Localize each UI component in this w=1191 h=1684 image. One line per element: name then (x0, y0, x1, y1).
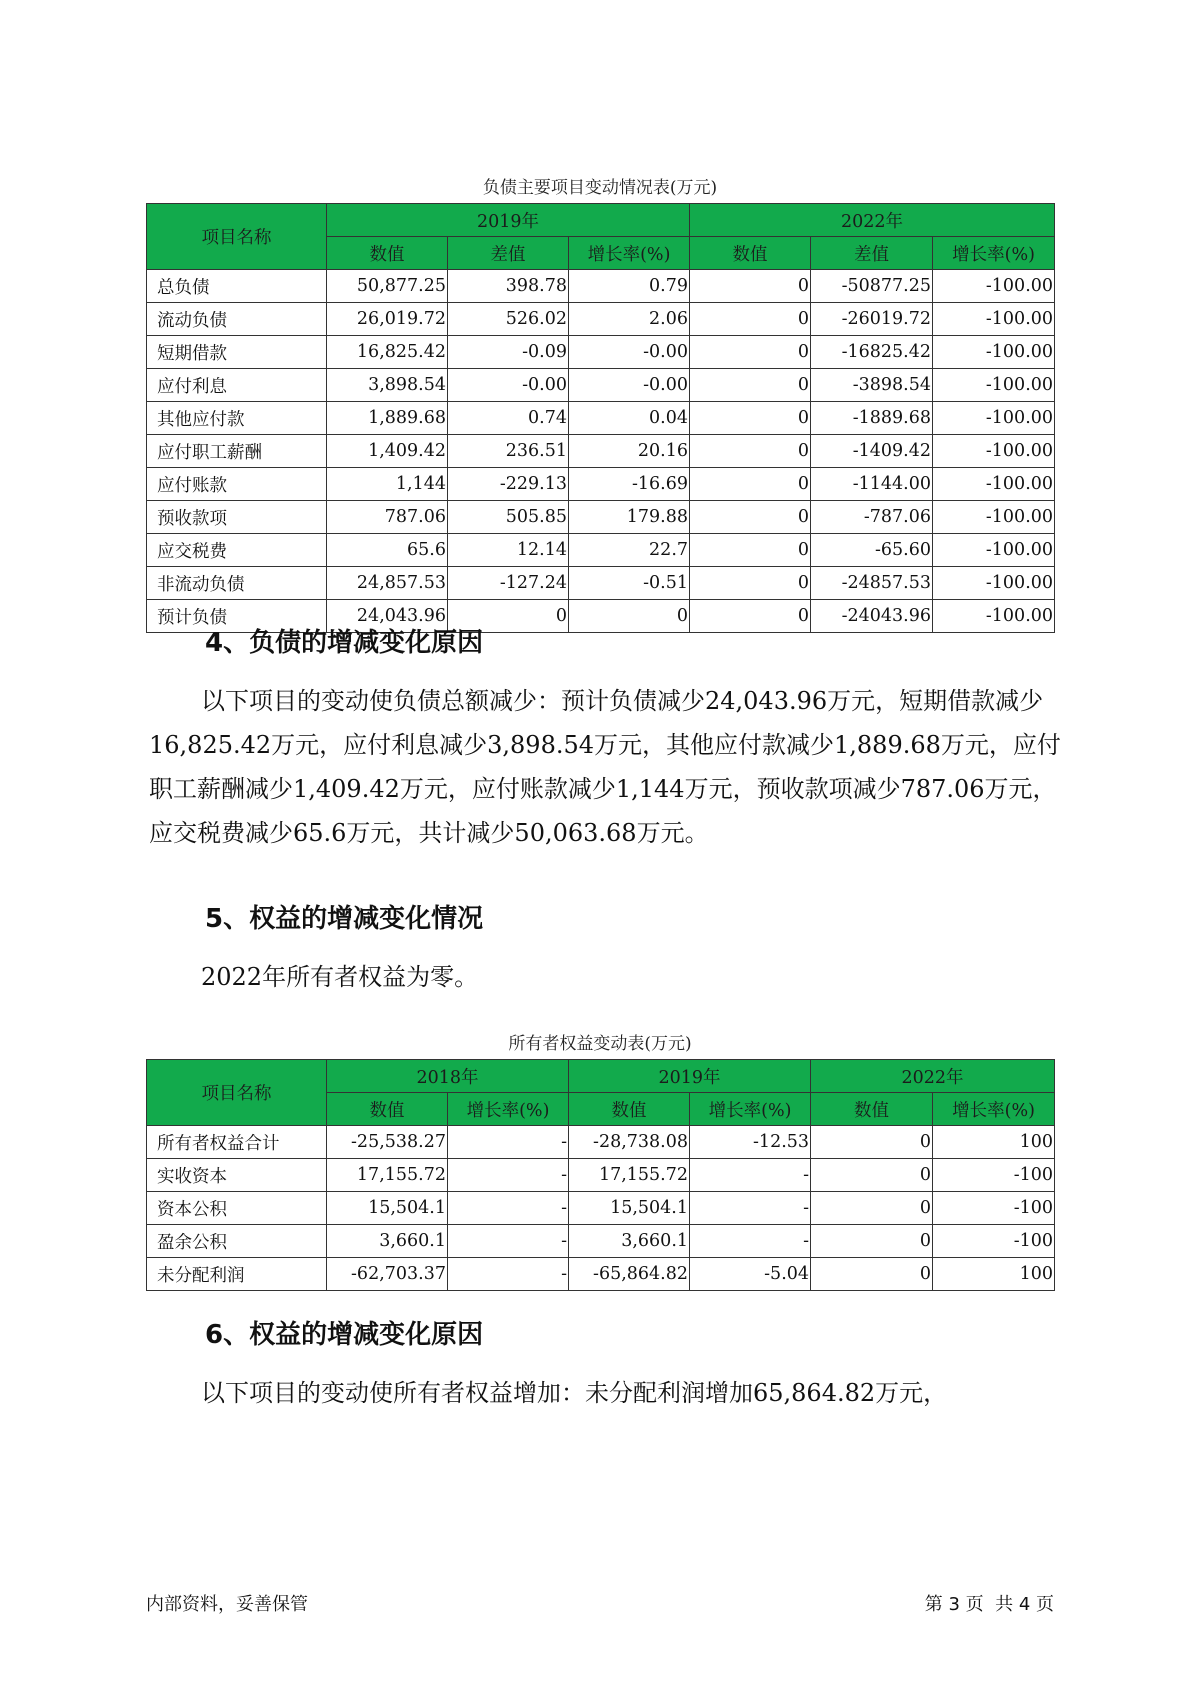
row-label: 应交税费 (147, 534, 327, 567)
row-label: 预计负债 (147, 600, 327, 633)
cell-v2: 0 (690, 501, 811, 534)
cell-v1: 1,144 (327, 468, 448, 501)
cell-d2: -65.60 (811, 534, 933, 567)
cell-v1: 24,043.96 (327, 600, 448, 633)
footer-page-number: 第 3 页 共 4 页 (924, 1594, 1054, 1615)
table-row (147, 1225, 1055, 1258)
cell-v1: 15,504.1 (327, 1192, 448, 1225)
cell-d1: -0.09 (448, 336, 569, 369)
header-diff: 差值 (811, 237, 933, 270)
cell-g2: - (690, 1225, 811, 1258)
cell-v1: 787.06 (327, 501, 448, 534)
cell-g1: -16.69 (569, 468, 690, 501)
cell-g3: 100 (933, 1126, 1055, 1159)
table-row (147, 303, 1055, 336)
cell-d1: -229.13 (448, 468, 569, 501)
table-row (147, 1159, 1055, 1192)
cell-v1: 3,898.54 (327, 369, 448, 402)
cell-d2: -1144.00 (811, 468, 933, 501)
row-label: 资本公积 (147, 1192, 327, 1225)
cell-v1: 17,155.72 (327, 1159, 448, 1192)
cell-g1: 0.79 (569, 270, 690, 303)
row-label: 实收资本 (147, 1159, 327, 1192)
cell-d1: 0.74 (448, 402, 569, 435)
row-label: 短期借款 (147, 336, 327, 369)
section-6-heading: 6、权益的增减变化原因 (205, 1320, 484, 1350)
cell-g2: -100.00 (933, 303, 1055, 336)
table-row (147, 567, 1055, 600)
cell-d1: 526.02 (448, 303, 569, 336)
cell-v1: 3,660.1 (327, 1225, 448, 1258)
header-year-2019: 2019年 (569, 1060, 811, 1093)
equity-table (146, 1059, 1055, 1291)
table-row (147, 1258, 1055, 1291)
liability-table-caption: 负债主要项目变动情况表(万元) (482, 178, 718, 198)
table-row (147, 534, 1055, 567)
header-growth: 增长率(%) (933, 237, 1055, 270)
cell-g1: 0 (569, 600, 690, 633)
header-year-2022: 2022年 (811, 1060, 1055, 1093)
header-year-2019: 2019年 (327, 204, 690, 237)
header-value: 数值 (327, 1093, 448, 1126)
row-label: 应付账款 (147, 468, 327, 501)
cell-g2: -100.00 (933, 534, 1055, 567)
row-label: 所有者权益合计 (147, 1126, 327, 1159)
cell-g2: -100.00 (933, 501, 1055, 534)
row-label: 未分配利润 (147, 1258, 327, 1291)
cell-g2: -100.00 (933, 468, 1055, 501)
cell-v2: -65,864.82 (569, 1258, 690, 1291)
cell-g2: -100.00 (933, 600, 1055, 633)
cell-v1: 50,877.25 (327, 270, 448, 303)
row-label: 预收款项 (147, 501, 327, 534)
cell-v2: 0 (690, 336, 811, 369)
cell-d1: 0 (448, 600, 569, 633)
cell-d1: 398.78 (448, 270, 569, 303)
cell-v1: 16,825.42 (327, 336, 448, 369)
cell-v3: 0 (811, 1126, 933, 1159)
cell-v1: -62,703.37 (327, 1258, 448, 1291)
cell-g1: 179.88 (569, 501, 690, 534)
cell-v1: 1,409.42 (327, 435, 448, 468)
cell-v2: 0 (690, 600, 811, 633)
cell-d2: -26019.72 (811, 303, 933, 336)
cell-d2: -1889.68 (811, 402, 933, 435)
cell-g1: - (448, 1192, 569, 1225)
cell-g3: -100 (933, 1159, 1055, 1192)
table-row (147, 270, 1055, 303)
header-growth: 增长率(%) (448, 1093, 569, 1126)
cell-g1: - (448, 1159, 569, 1192)
section-5-text: 2022年所有者权益为零。 (201, 963, 479, 991)
row-label: 非流动负债 (147, 567, 327, 600)
header-growth: 增长率(%) (569, 237, 690, 270)
cell-g1: -0.51 (569, 567, 690, 600)
cell-d1: 12.14 (448, 534, 569, 567)
cell-d1: 236.51 (448, 435, 569, 468)
row-label: 应付职工薪酬 (147, 435, 327, 468)
cell-g2: -100.00 (933, 567, 1055, 600)
cell-g1: 2.06 (569, 303, 690, 336)
cell-v3: 0 (811, 1159, 933, 1192)
cell-g1: -0.00 (569, 369, 690, 402)
footer-confidential-note: 内部资料，妥善保管 (146, 1594, 308, 1615)
cell-v2: 0 (690, 468, 811, 501)
header-growth: 增长率(%) (933, 1093, 1055, 1126)
section-5-paragraph (149, 955, 1069, 999)
cell-g2: -100.00 (933, 435, 1055, 468)
cell-v2: 0 (690, 369, 811, 402)
cell-g1: 22.7 (569, 534, 690, 567)
cell-g2: -100.00 (933, 270, 1055, 303)
section-4-heading: 4、负债的增减变化原因 (205, 628, 484, 658)
table-row (147, 336, 1055, 369)
cell-d2: -16825.42 (811, 336, 933, 369)
row-label: 流动负债 (147, 303, 327, 336)
cell-d2: -24857.53 (811, 567, 933, 600)
cell-v3: 0 (811, 1192, 933, 1225)
cell-g3: 100 (933, 1258, 1055, 1291)
table-row (147, 1126, 1055, 1159)
header-value: 数值 (327, 237, 448, 270)
cell-g2: -5.04 (690, 1258, 811, 1291)
cell-d2: -50877.25 (811, 270, 933, 303)
header-year-2018: 2018年 (327, 1060, 569, 1093)
row-label: 应付利息 (147, 369, 327, 402)
cell-v2: 3,660.1 (569, 1225, 690, 1258)
cell-g1: 20.16 (569, 435, 690, 468)
cell-g2: - (690, 1159, 811, 1192)
cell-g2: -100.00 (933, 336, 1055, 369)
cell-g2: -12.53 (690, 1126, 811, 1159)
cell-v3: 0 (811, 1225, 933, 1258)
cell-v1: 26,019.72 (327, 303, 448, 336)
section-6-paragraph (149, 1371, 1069, 1415)
liability-table (146, 203, 1055, 633)
equity-table-caption: 所有者权益变动表(万元) (508, 1034, 692, 1054)
section-6-text: 以下项目的变动使所有者权益增加：未分配利润增加65,864.82万元， (201, 1379, 948, 1407)
section-4-text: 以下项目的变动使负债总额减少：预计负债减少24,043.96万元，短期借款减少16,825.42万元，应付利息减少3,898.54万元，其他应付款减少1,889.68万元，应付职工薪酬减少1,409.42万元，应付账款减少1,144万元，预收款项减少787.06万元，应交税费减少65.6万元，共计减少50,063.68万元。 (149, 687, 1061, 847)
header-value: 数值 (690, 237, 811, 270)
cell-v2: 15,504.1 (569, 1192, 690, 1225)
row-label: 盈余公积 (147, 1225, 327, 1258)
table-row (147, 402, 1055, 435)
row-label: 总负债 (147, 270, 327, 303)
table-row (147, 1192, 1055, 1225)
cell-d1: -0.00 (448, 369, 569, 402)
cell-g2: - (690, 1192, 811, 1225)
section-5-heading: 5、权益的增减变化情况 (205, 904, 484, 934)
header-value: 数值 (811, 1093, 933, 1126)
cell-g1: - (448, 1258, 569, 1291)
header-growth: 增长率(%) (690, 1093, 811, 1126)
cell-g1: - (448, 1225, 569, 1258)
cell-d1: 505.85 (448, 501, 569, 534)
cell-d2: -787.06 (811, 501, 933, 534)
header-item-name: 项目名称 (147, 204, 327, 270)
cell-v2: 0 (690, 303, 811, 336)
cell-d1: -127.24 (448, 567, 569, 600)
cell-v2: 0 (690, 402, 811, 435)
cell-g3: -100 (933, 1225, 1055, 1258)
cell-g2: -100.00 (933, 369, 1055, 402)
section-4-paragraph (149, 679, 1069, 855)
cell-v2: 0 (690, 534, 811, 567)
header-item-name: 项目名称 (147, 1060, 327, 1126)
header-value: 数值 (569, 1093, 690, 1126)
cell-v1: -25,538.27 (327, 1126, 448, 1159)
cell-v1: 1,889.68 (327, 402, 448, 435)
cell-g2: -100.00 (933, 402, 1055, 435)
header-diff: 差值 (448, 237, 569, 270)
cell-g1: - (448, 1126, 569, 1159)
cell-d2: -3898.54 (811, 369, 933, 402)
cell-d2: -1409.42 (811, 435, 933, 468)
table-row (147, 468, 1055, 501)
table-row (147, 369, 1055, 402)
table-row (147, 501, 1055, 534)
row-label: 其他应付款 (147, 402, 327, 435)
cell-g1: 0.04 (569, 402, 690, 435)
cell-v2: 0 (690, 270, 811, 303)
cell-v1: 24,857.53 (327, 567, 448, 600)
cell-d2: -24043.96 (811, 600, 933, 633)
cell-g3: -100 (933, 1192, 1055, 1225)
cell-g1: -0.00 (569, 336, 690, 369)
cell-v2: 0 (690, 567, 811, 600)
table-row (147, 435, 1055, 468)
cell-v2: -28,738.08 (569, 1126, 690, 1159)
header-year-2022: 2022年 (690, 204, 1055, 237)
cell-v3: 0 (811, 1258, 933, 1291)
cell-v1: 65.6 (327, 534, 448, 567)
cell-v2: 0 (690, 435, 811, 468)
cell-v2: 17,155.72 (569, 1159, 690, 1192)
